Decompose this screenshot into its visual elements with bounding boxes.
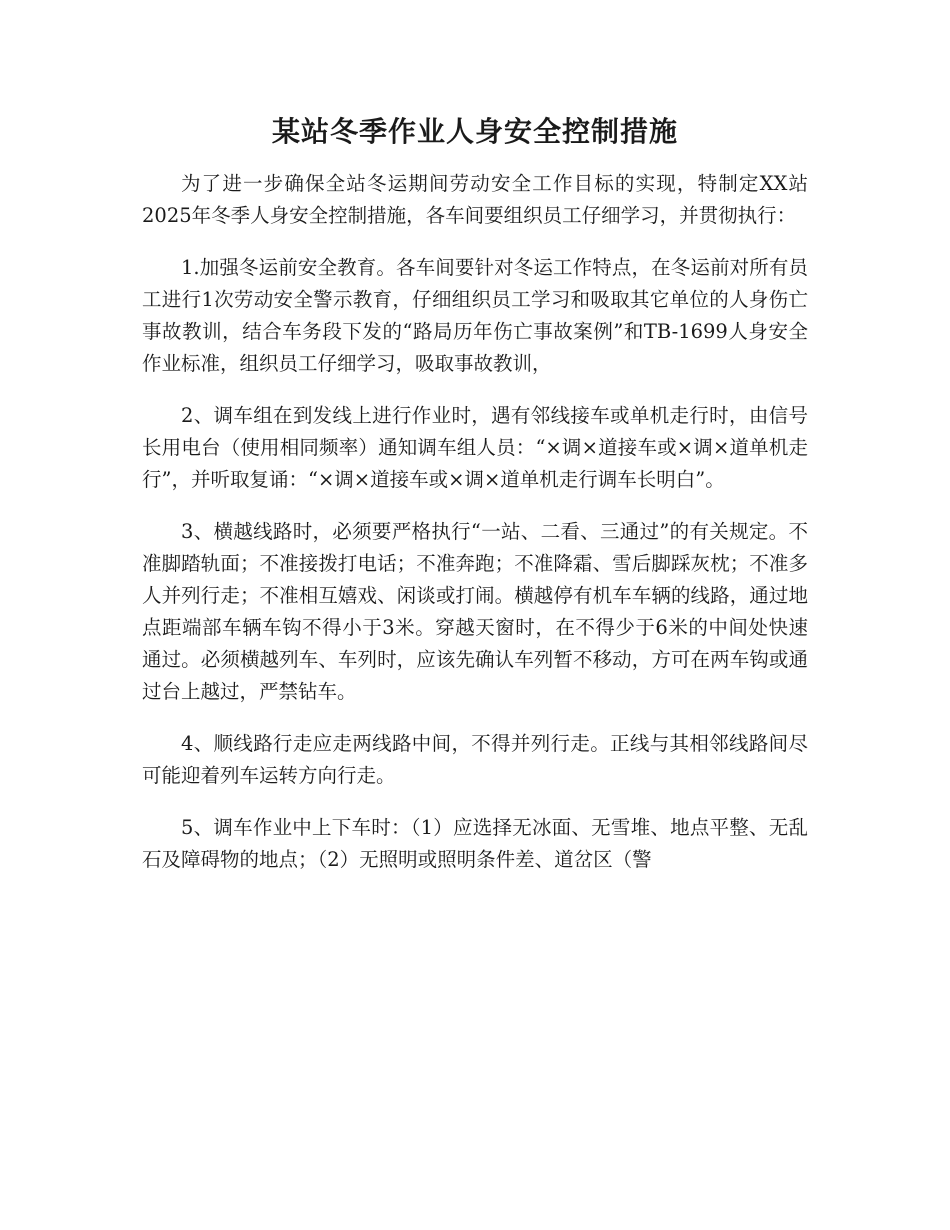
measure-1-paragraph: 1.加强冬运前安全教育。各车间要针对冬运工作特点，在冬运前对所有员工进行1次劳动安全警示教育，仔细组织员工学习和吸取其它单位的人身伤亡事故教训，结合车务段下发的“路局历年伤亡事故案例”和TB-1699人身安全作业标准，组织员工仔细学习，吸取事故教训， [142,256,808,375]
document-body [142,168,808,896]
measure-2-paragraph: 2、调车组在到发线上进行作业时，遇有邻线接车或单机走行时，由信号长用电台（使用相同频率）通知调车组人员：“×调×道接车或×调×道单机走行”，并听取复诵：“×调×道接车或×调×道单机走行调车长明白”。 [142,404,808,491]
document-title: 某站冬季作业人身安全控制措施 [271,115,678,148]
measure-4-paragraph: 4、顺线路行走应走两线路中间，不得并列行走。正线与其相邻线路间尽可能迎着列车运转方向行走。 [142,732,808,787]
measure-5-paragraph: 5、调车作业中上下车时：（1）应选择无冰面、无雪堆、地点平整、无乱石及障碍物的地点；（2）无照明或照明条件差、道岔区（警 [142,816,808,871]
intro-paragraph: 为了进一步确保全站冬运期间劳动安全工作目标的实现，特制定XX站2025年冬季人身安全控制措施，各车间要组织员工仔细学习，并贯彻执行： [142,172,808,227]
measure-3-paragraph: 3、横越线路时，必须要严格执行“一站、二看、三通过”的有关规定。不准脚踏轨面；不准接拨打电话；不准奔跑；不准降霜、雪后脚踩灰枕；不准多人并列行走；不准相互嬉戏、闲谈或打闹。横越停有机车车辆的线路，通过地点距端部车辆车钩不得小于3米。穿越天窗时，在不得少于6米的中间处快速通过。必须横越列车、车列时，应该先确认车列暂不移动，方可在两车钩或通过台上越过，严禁钻车。 [142,520,808,703]
